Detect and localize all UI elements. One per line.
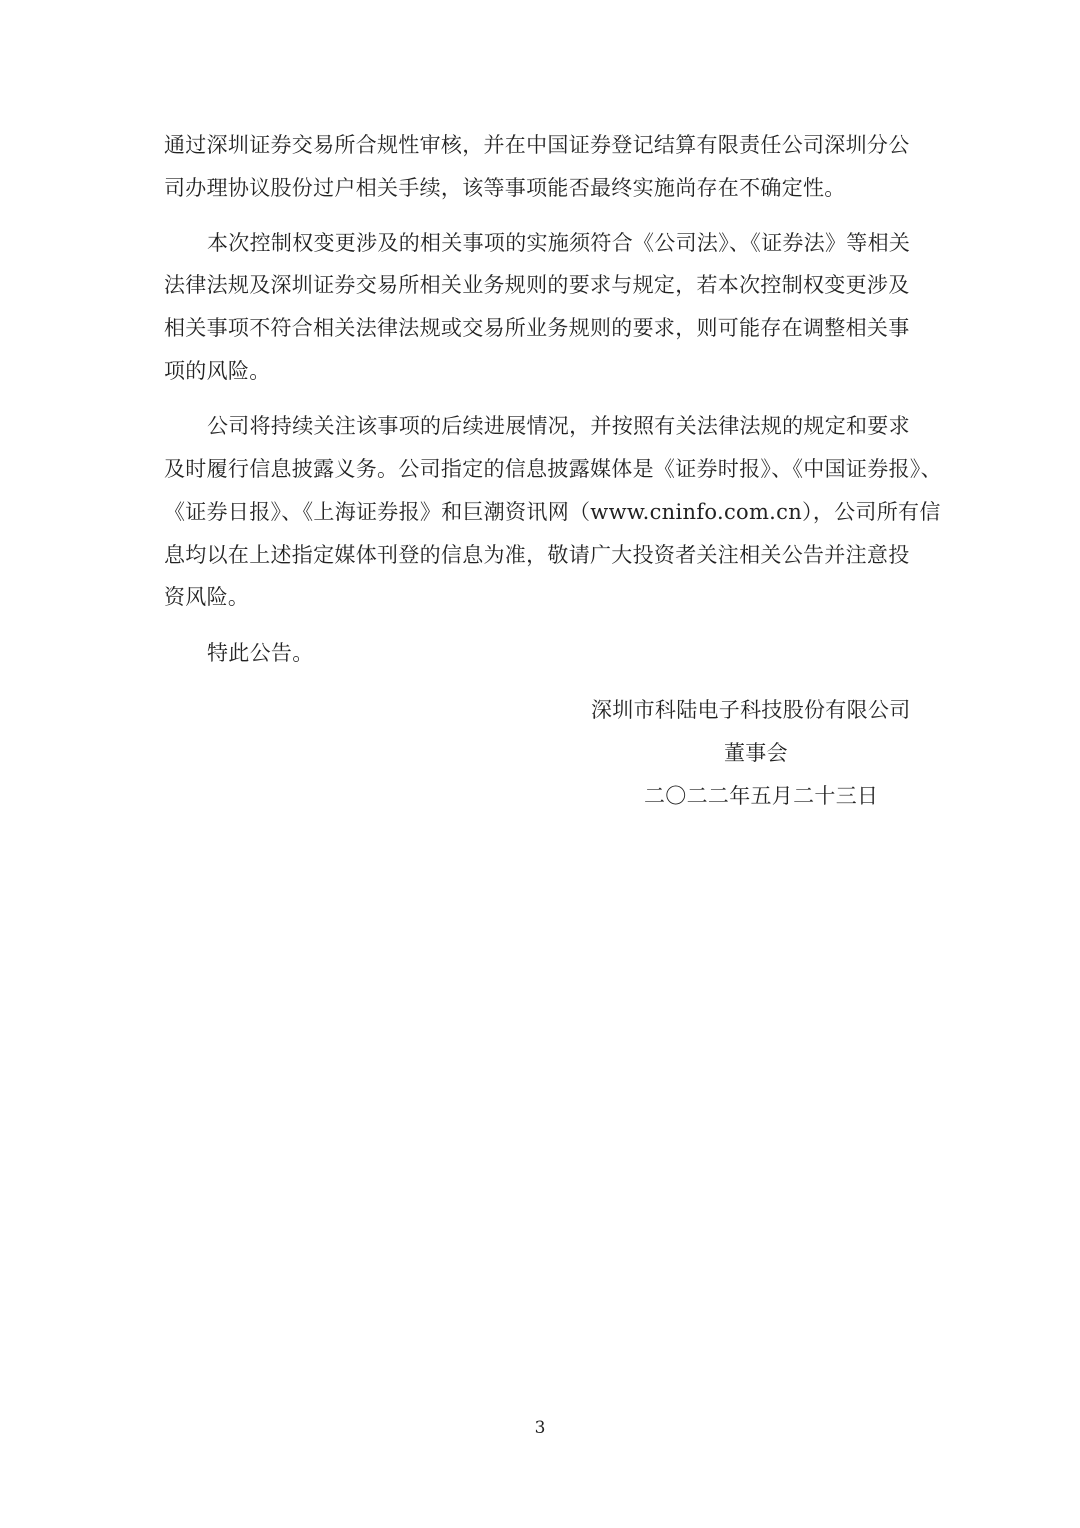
paragraph-2-line-2: 法律法规及深圳证券交易所相关业务规则的要求与规定，若本次控制权变更涉及 — [164, 273, 910, 297]
paragraph-1-line-2: 司办理协议股份过户相关手续，该等事项能否最终实施尚存在不确定性。 — [164, 176, 846, 200]
paragraph-2-line-3: 相关事项不符合相关法律法规或交易所业务规则的要求，则可能存在调整相关事 — [164, 316, 910, 340]
paragraph-3-line-1: 公司将持续关注该事项的后续进展情况，并按照有关法律法规的规定和要求 — [207, 414, 910, 438]
paragraph-2-line-1: 本次控制权变更涉及的相关事项的实施须符合《公司法》、《证券法》等相关 — [207, 231, 911, 255]
signature-date: 二〇二二年五月二十三日 — [644, 784, 879, 808]
paragraph-1-line-1: 通过深圳证券交易所合规性审核，并在中国证券登记结算有限责任公司深圳分公 — [164, 133, 910, 157]
signature-company: 深圳市科陆电子科技股份有限公司 — [591, 698, 911, 722]
paragraph-3-line-2: 及时履行信息披露义务。公司指定的信息披露媒体是《证券时报》、《中国证券报》、 — [164, 457, 942, 481]
paragraph-3-line-3: 《证券日报》、《上海证券报》和巨潮资讯网（www.cninfo.com.cn），公司所有信 — [164, 500, 941, 524]
paragraph-2-line-4: 项的风险。 — [164, 359, 271, 383]
signature-board: 董事会 — [724, 741, 788, 765]
closing-statement: 特此公告。 — [207, 641, 314, 665]
page-number: 3 — [534, 1418, 546, 1438]
paragraph-3-line-4: 息均以在上述指定媒体刊登的信息为准，敬请广大投资者关注相关公告并注意投 — [164, 543, 910, 567]
paragraph-3-line-5: 资风险。 — [164, 585, 250, 609]
